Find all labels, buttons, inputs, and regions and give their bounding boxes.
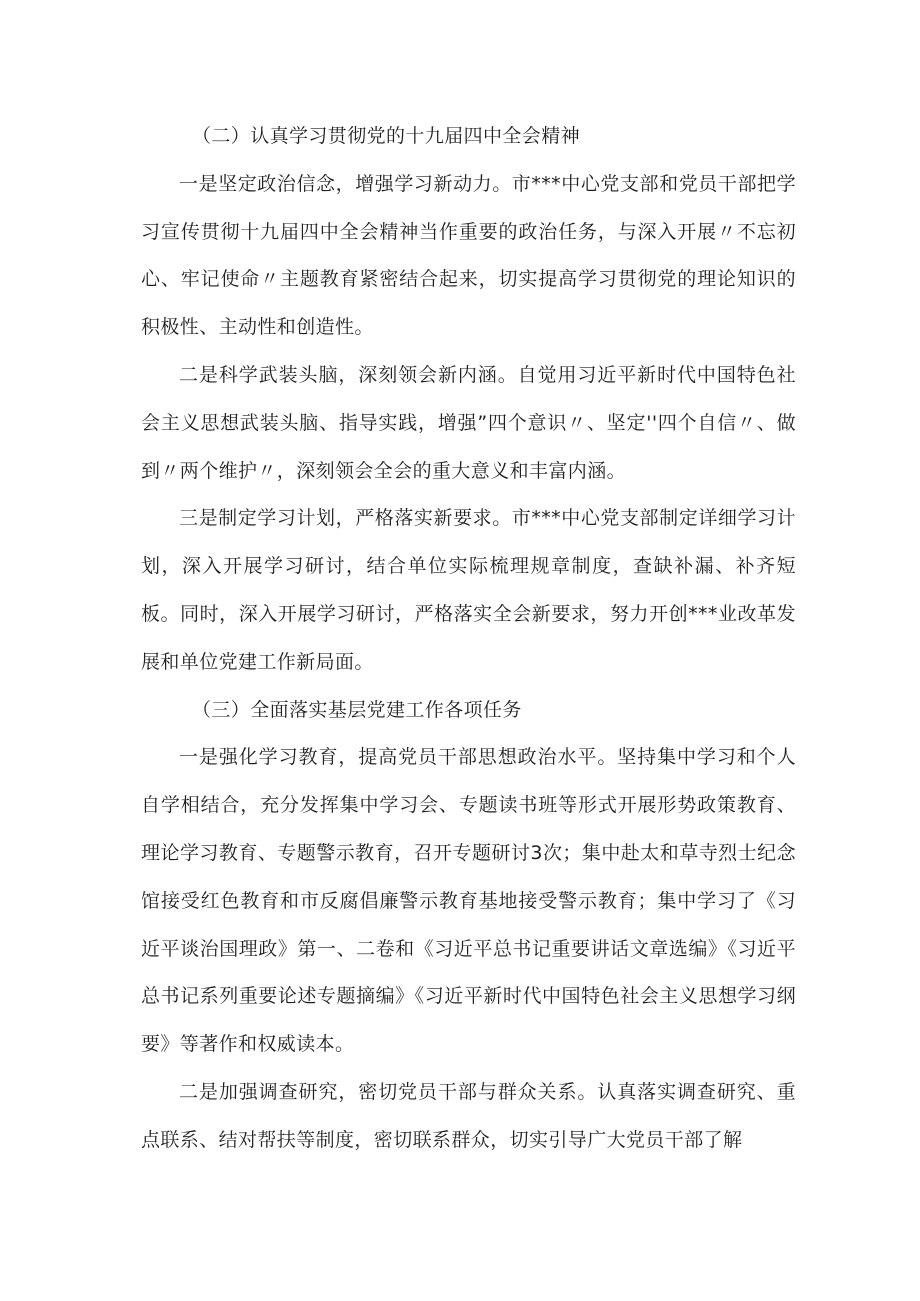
section-heading-2: （二）认真学习贯彻党的十九届四中全会精神: [192, 125, 581, 147]
paragraph-4: 一是强化学习教育，提高党员干部思想政治水平。坚持集中学习和个人自学相结合，充分发挥集中学习会、专题读书班等形式开展形势政策教育、理论学习教育、专题警示教育，召开专题研讨3次；集中赴太和草寺烈士纪念馆接受红色教育和市反腐倡廉警示教育基地接受警示教育；集中学习了《习近平谈治国理政》第一、二卷和《习近平总书记重要讲话文章选编》《习近平总书记系列重要论述专题摘编》《习近平新时代中国特色社会主义思想学习纲要》等著作和权威读本。: [141, 746, 796, 1056]
paragraph-5: 二是加强调查研究，密切党员干部与群众关系。认真落实调查研究、重点联系、结对帮扶等制度，密切联系群众，切实引导广大党员干部了解: [141, 1080, 796, 1151]
paragraph-1: 一是坚定政治信念，增强学习新动力。市***中心党支部和党员干部把学习宣传贯彻十九届四中全会精神当作重要的政治任务，与深入开展〃不忘初心、牢记使命〃主题教育紧密结合起来，切实提高学习贯彻党的理论知识的积极性、主动性和创造性。: [141, 172, 796, 339]
section-heading-3: （三）全面落实基层党建工作各项任务: [192, 698, 522, 721]
paragraph-2: 二是科学武装头脑，深刻领会新内涵。自觉用习近平新时代中国特色社会主义思想武装头脑、指导实践，增强”四个意识〃、坚定''四个自信〃、做到〃两个维护〃，深刻领会全会的重大意义和丰富内涵。: [141, 363, 796, 482]
document-body: [141, 113, 796, 1165]
paragraph-3: 三是制定学习计划，严格落实新要求。市***中心党支部制定详细学习计划，深入开展学习研讨，结合单位实际梳理规章制度，查缺补漏、补齐短板。同时，深入开展学习研讨，严格落实全会新要求，努力开创***业改革发展和单位党建工作新局面。: [141, 507, 796, 673]
